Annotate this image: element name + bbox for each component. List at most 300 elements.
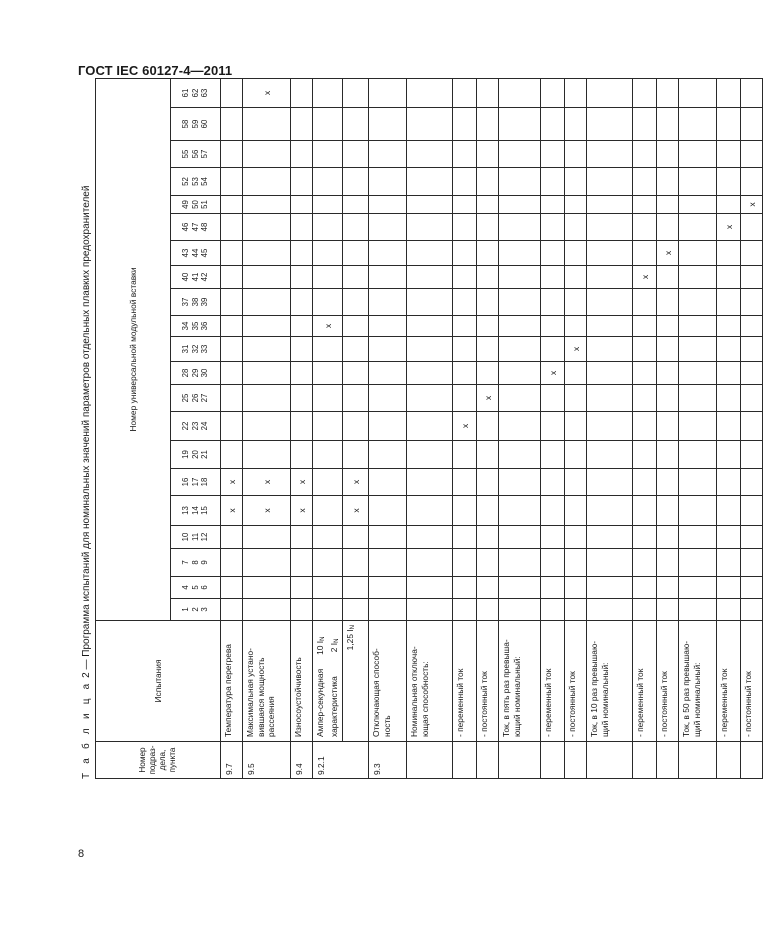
mark-cell [587,599,633,621]
mark-cell [221,496,243,526]
insert-number: 27 [200,393,210,403]
mark-cell [453,337,477,362]
insert-number: 19 [181,450,191,459]
mark-cell [453,316,477,337]
mark-cell [587,337,633,362]
mark-cell [243,496,291,526]
mark-cell [369,577,407,599]
mark-cell [741,362,763,385]
test-name-cell: - постоянный ток [477,621,499,742]
test-name-line: щий номинальный: [691,662,702,737]
insert-number: 28 [181,368,191,378]
mark-cell [565,108,587,141]
mark-cell [407,469,453,496]
mark-cell [717,412,741,441]
mark-cell [657,316,679,337]
mark-cell [369,385,407,412]
mark-cell [541,266,565,289]
mark-cell [221,362,243,385]
mark-cell [291,168,313,196]
mark-x: x [296,479,307,485]
insert-number-header [171,196,221,214]
amp-subscript: N [320,636,326,641]
mark-cell [717,214,741,241]
mark-x: x [723,224,734,230]
test-name-line: Ток, в пять раз превыша- [501,639,511,737]
mark-cell [313,441,343,469]
mark-cell [565,362,587,385]
mark-cell [291,337,313,362]
section-number-cell [477,742,499,779]
mark-cell [477,196,499,214]
mark-cell [565,337,587,362]
section-number-cell: 9.2.1 [313,742,369,779]
mark-cell [633,168,657,196]
mark-cell [657,289,679,316]
test-name-cell: - постоянный ток [741,621,763,742]
mark-cell [499,362,541,385]
mark-x: x [261,479,272,485]
insert-number: 58 [181,119,191,129]
mark-cell [243,469,291,496]
insert-number-header [171,337,221,362]
mark-cell [499,79,541,108]
table-row [587,79,633,779]
mark-cell [407,337,453,362]
insert-number: 42 [200,272,210,282]
section-number-cell [453,742,477,779]
mark-cell [369,79,407,108]
insert-number: 12 [200,532,210,542]
mark-cell [657,196,679,214]
mark-cell [369,549,407,577]
test-name-line: Номинальная отключа- [409,646,419,737]
mark-cell [369,214,407,241]
mark-cell [657,241,679,266]
test-name-line: вившаяся мощность [255,657,266,737]
amp-label-1: Ампер-секундная [315,668,325,737]
mark-cell [633,196,657,214]
mark-cell [343,526,369,549]
mark-cell [477,108,499,141]
mark-cell [679,241,717,266]
mark-cell [657,577,679,599]
mark-cell [313,214,343,241]
mark-cell [499,526,541,549]
mark-cell [541,549,565,577]
section-number-cell [679,742,717,779]
mark-cell [679,168,717,196]
insert-number: 48 [200,222,210,232]
mark-cell [499,214,541,241]
insert-number: 3 [200,607,210,612]
section-number-cell: 9.4 [291,742,313,779]
mark-cell [407,196,453,214]
mark-cell [657,79,679,108]
section-header-line: пункта [168,747,177,773]
mark-cell [221,337,243,362]
mark-cell [587,526,633,549]
insert-number-header [171,141,221,168]
mark-cell [541,412,565,441]
amp-value-3: 1,25 I [345,629,355,651]
table-row [291,79,313,779]
mark-cell [717,289,741,316]
mark-cell [343,141,369,168]
mark-cell [243,289,291,316]
test-name-cell: Температура перегрева [221,621,243,742]
mark-cell [477,337,499,362]
section-number-cell [587,742,633,779]
test-name-cell [243,621,291,742]
mark-cell [291,599,313,621]
mark-cell [313,337,343,362]
document-header: ГОСТ IEC 60127-4—2011 [78,63,233,78]
mark-cell [741,141,763,168]
mark-cell [633,337,657,362]
mark-cell [313,241,343,266]
table-row [633,79,657,779]
mark-cell [633,577,657,599]
mark-cell [741,496,763,526]
mark-cell [343,441,369,469]
insert-number: 50 [190,200,200,209]
amp-label-2: характеристика [328,676,339,737]
mark-cell [369,196,407,214]
mark-cell [541,141,565,168]
amp-subscript: N [333,638,340,643]
mark-x: x [261,508,272,513]
amp-subscript: N [350,625,356,630]
column-group-header: Номер универсальной модульной вставки [96,79,171,621]
table-row [741,79,763,779]
mark-cell [369,526,407,549]
mark-cell [453,266,477,289]
insert-number: 2 [190,607,200,612]
mark-cell [369,168,407,196]
mark-cell [741,168,763,196]
mark-cell [221,79,243,108]
mark-cell [587,289,633,316]
insert-number: 36 [200,321,210,331]
mark-cell [407,289,453,316]
mark-cell [499,496,541,526]
mark-cell [369,469,407,496]
mark-x: x [322,323,333,329]
mark-cell [633,441,657,469]
mark-cell [679,214,717,241]
mark-cell [477,441,499,469]
mark-cell [343,362,369,385]
mark-cell [243,214,291,241]
mark-x: x [570,346,581,352]
insert-number: 60 [200,119,210,129]
mark-cell [499,412,541,441]
mark-cell [541,196,565,214]
mark-cell [679,441,717,469]
mark-cell [243,526,291,549]
mark-cell [633,241,657,266]
mark-cell [221,599,243,621]
mark-cell [587,241,633,266]
column-header-section [96,742,221,779]
mark-cell [565,266,587,289]
insert-number: 33 [200,344,210,354]
mark-cell [499,196,541,214]
mark-cell [453,241,477,266]
mark-cell [717,241,741,266]
mark-cell [221,141,243,168]
mark-cell [741,316,763,337]
table-row [717,79,741,779]
insert-number: 44 [190,248,200,258]
mark-cell [741,289,763,316]
mark-cell [565,469,587,496]
insert-number: 31 [181,344,191,354]
insert-number: 23 [190,421,200,431]
mark-cell [221,577,243,599]
mark-cell [369,108,407,141]
mark-cell [657,412,679,441]
mark-cell [477,599,499,621]
mark-cell [717,385,741,412]
section-number-cell [541,742,565,779]
mark-cell [453,289,477,316]
insert-number: 22 [181,421,191,431]
mark-cell [453,577,477,599]
mark-cell [633,289,657,316]
insert-number-header [171,79,221,108]
insert-number: 54 [200,177,210,186]
section-number-cell [633,742,657,779]
test-name-line: рассеяния [266,696,276,737]
mark-cell [741,526,763,549]
mark-cell [565,441,587,469]
mark-cell [477,241,499,266]
mark-cell [477,549,499,577]
mark-cell [453,599,477,621]
mark-cell [717,266,741,289]
mark-cell [243,362,291,385]
mark-cell [291,526,313,549]
mark-cell [741,441,763,469]
mark-cell [587,316,633,337]
mark-cell [453,549,477,577]
table-row [343,79,369,779]
mark-cell [243,441,291,469]
section-number-cell: 9.7 [221,742,243,779]
insert-number: 6 [200,585,210,590]
mark-cell [587,141,633,168]
insert-number-header [171,526,221,549]
insert-number: 13 [181,506,191,515]
mark-cell [221,214,243,241]
mark-cell [313,385,343,412]
mark-cell [221,168,243,196]
mark-cell [313,108,343,141]
mark-cell [477,289,499,316]
mark-cell [565,214,587,241]
mark-cell [291,141,313,168]
mark-cell [291,412,313,441]
mark-cell [679,79,717,108]
mark-cell [587,108,633,141]
mark-cell [343,79,369,108]
mark-cell [343,412,369,441]
test-name-line: ность [381,715,392,737]
mark-cell [657,362,679,385]
mark-cell [369,496,407,526]
mark-cell [657,526,679,549]
mark-cell [499,549,541,577]
mark-cell [741,266,763,289]
mark-cell [499,241,541,266]
mark-cell [407,362,453,385]
mark-cell [657,214,679,241]
mark-cell [221,526,243,549]
table-row [369,79,407,779]
mark-cell [717,108,741,141]
mark-cell [657,266,679,289]
test-name-cell: - переменный ток [633,621,657,742]
mark-cell [313,362,343,385]
mark-cell [587,168,633,196]
mark-cell [741,385,763,412]
mark-cell [741,241,763,266]
mark-cell [565,316,587,337]
insert-number-header [171,266,221,289]
mark-cell [541,337,565,362]
insert-number: 37 [181,297,191,307]
mark-cell [221,196,243,214]
mark-cell [407,385,453,412]
insert-number-header [171,385,221,412]
insert-number: 47 [190,222,200,232]
page-number: 8 [78,848,85,860]
amp-line-2 [329,625,343,737]
mark-cell [477,362,499,385]
insert-number: 5 [190,585,200,590]
mark-cell [657,108,679,141]
rotated-table-block [80,88,757,779]
test-name-cell: Износоустойчивость [291,621,313,742]
test-name-cell [587,621,633,742]
mark-cell [291,577,313,599]
mark-x: x [296,508,307,513]
mark-cell [407,526,453,549]
mark-cell [291,385,313,412]
mark-cell [343,289,369,316]
mark-cell [221,316,243,337]
mark-cell [221,469,243,496]
mark-cell [453,196,477,214]
mark-cell [499,441,541,469]
mark-x: x [547,370,558,376]
mark-cell [499,168,541,196]
insert-number: 9 [200,560,210,565]
mark-cell [587,196,633,214]
mark-cell [679,337,717,362]
mark-cell [679,412,717,441]
insert-number: 51 [200,200,210,209]
mark-cell [369,289,407,316]
insert-number-header [171,549,221,577]
mark-cell [369,266,407,289]
mark-cell [541,362,565,385]
table-row [541,79,565,779]
section-number-cell [717,742,741,779]
insert-number: 16 [181,477,191,487]
mark-cell [291,289,313,316]
mark-cell [477,496,499,526]
test-name-line: Ток, в 50 раз превышаю- [681,640,691,737]
mark-cell [499,108,541,141]
mark-cell [587,79,633,108]
insert-number: 17 [190,477,200,487]
mark-cell [343,196,369,214]
section-number-cell [565,742,587,779]
mark-cell [587,362,633,385]
mark-cell [453,469,477,496]
insert-number-header [171,469,221,496]
mark-cell [565,412,587,441]
mark-cell [407,168,453,196]
mark-cell [221,549,243,577]
mark-cell [499,337,541,362]
mark-cell [679,549,717,577]
mark-cell [407,599,453,621]
section-number-cell: 9.5 [243,742,291,779]
mark-cell [717,496,741,526]
insert-number: 29 [190,368,200,378]
mark-cell [541,599,565,621]
mark-x: x [639,274,650,280]
mark-cell [565,549,587,577]
mark-cell [633,412,657,441]
test-name-cell: - постоянный ток [657,621,679,742]
insert-number-header [171,599,221,621]
mark-cell [343,266,369,289]
mark-cell [369,441,407,469]
mark-cell [565,577,587,599]
mark-cell [741,577,763,599]
mark-cell [633,526,657,549]
table-caption-label: Т а б л и ц а [81,680,92,779]
mark-cell [541,577,565,599]
mark-cell [243,412,291,441]
mark-cell [541,441,565,469]
mark-cell [369,412,407,441]
mark-cell [717,79,741,108]
mark-cell [477,316,499,337]
mark-cell [587,412,633,441]
insert-number: 1 [181,607,191,612]
mark-cell [499,316,541,337]
mark-cell [633,599,657,621]
section-number-cell [657,742,679,779]
mark-cell [291,316,313,337]
test-name-line: ющий номинальный: [511,656,522,737]
section-header-line: Номер [138,747,147,773]
mark-cell [477,266,499,289]
mark-x: x [350,479,361,485]
mark-cell [407,141,453,168]
mark-cell [477,141,499,168]
mark-cell [717,362,741,385]
test-name-line: Отключающая способ- [371,648,381,737]
insert-number: 8 [190,560,200,565]
insert-number-header [171,108,221,141]
